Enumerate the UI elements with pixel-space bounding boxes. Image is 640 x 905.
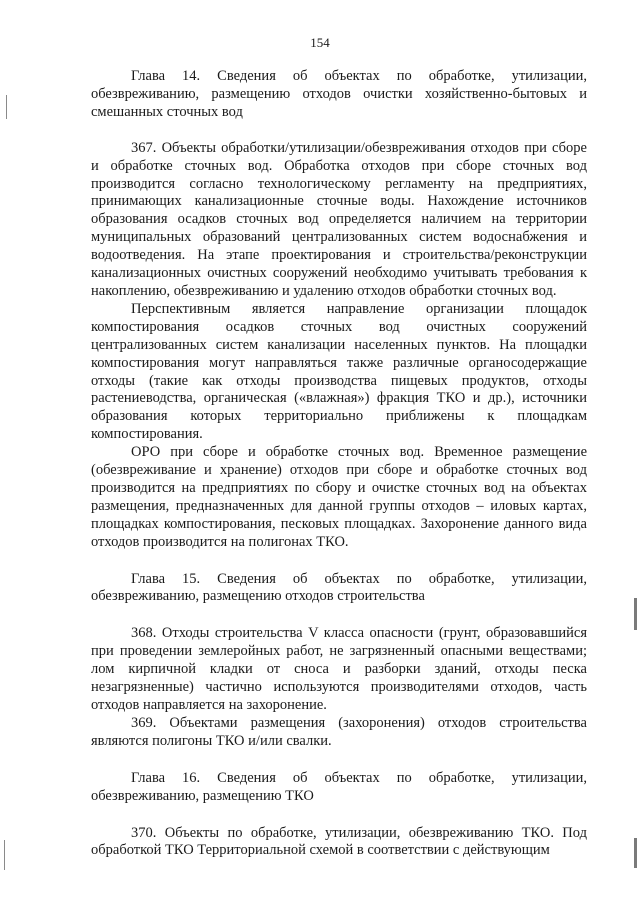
chapter-15-heading: Глава 15. Сведения об объектах по обработке, утилизации, обезвреживанию, размещению отходов строительства	[91, 570, 587, 605]
chapter-14-heading: Глава 14. Сведения об объектах по обработке, утилизации, обезвреживанию, размещению отходов очистки хозяйственно-бытовых и смешанных сточных вод	[91, 68, 587, 120]
paragraph-composting: Перспективным является направление организации площадок компостирования осадков сточных вод очистных сооружений централизованных систем канализации населенных пунктов. На площадки компостирования могут направляться также различные органосодержащие отходы (такие как отходы производства пищевых продуктов, отходы растениеводства, органическая («влажная») фракция ТКО и др.), источники образования которых территориально приближены к площадкам компостирования.	[91, 300, 587, 443]
document-body	[91, 68, 587, 860]
paragraph-369: 369. Объектами размещения (захоронения) отходов строительства являются полигоны ТКО и/или свалки.	[91, 714, 587, 749]
paragraph-368: 368. Отходы строительства V класса опасности (грунт, образовавшийся при проведении землеройных работ, не загрязненный опасными веществами; лом кирпичной кладки от сноса и разборки зданий, отходы песка незагрязненные) частично используются производителями отходов, часть отходов направляется на захоронение.	[91, 625, 587, 713]
paragraph-oro: ОРО при сборе и обработке сточных вод. Временное размещение (обезвреживание и хранение) отходов при сборе и обработке сточных вод производится на предприятиях по сбору и очистке сточных вод на объектах размещения, предназначенных для данной группы отходов – иловых картах, площадках компостирования, песковых площадках. Захоронение данного вида отходов производится на полигонах ТКО.	[91, 444, 587, 550]
scan-edge-mark	[634, 598, 637, 630]
paragraph-370: 370. Объекты по обработке, утилизации, обезвреживанию ТКО. Под обработкой ТКО Территориальной схемой в соответствии с действующим	[91, 824, 587, 859]
paragraph-367: 367. Объекты обработки/утилизации/обезвреживания отходов при сборе и обработке сточных вод. Обработка отходов при сборе сточных вод производится согласно технологическому регламенту на предприятиях, принимающих канализационные сточные воды. Нахождение источников образования осадков сточных вод определяется наличием на территории муниципальных образований централизованных систем водоснабжения и водоотведения. На этапе проектирования и строительства/реконструкции канализационных очистных сооружений необходимо учитывать требования к накоплению, обезвреживанию и удалению отходов обработки сточных вод.	[91, 139, 587, 299]
scan-mark	[6, 95, 7, 119]
chapter-16-heading: Глава 16. Сведения об объектах по обработке, утилизации, обезвреживанию, размещению ТКО	[91, 769, 587, 804]
scan-mark	[4, 840, 5, 870]
scan-edge-mark	[634, 838, 637, 868]
page-number: 154	[310, 35, 330, 50]
